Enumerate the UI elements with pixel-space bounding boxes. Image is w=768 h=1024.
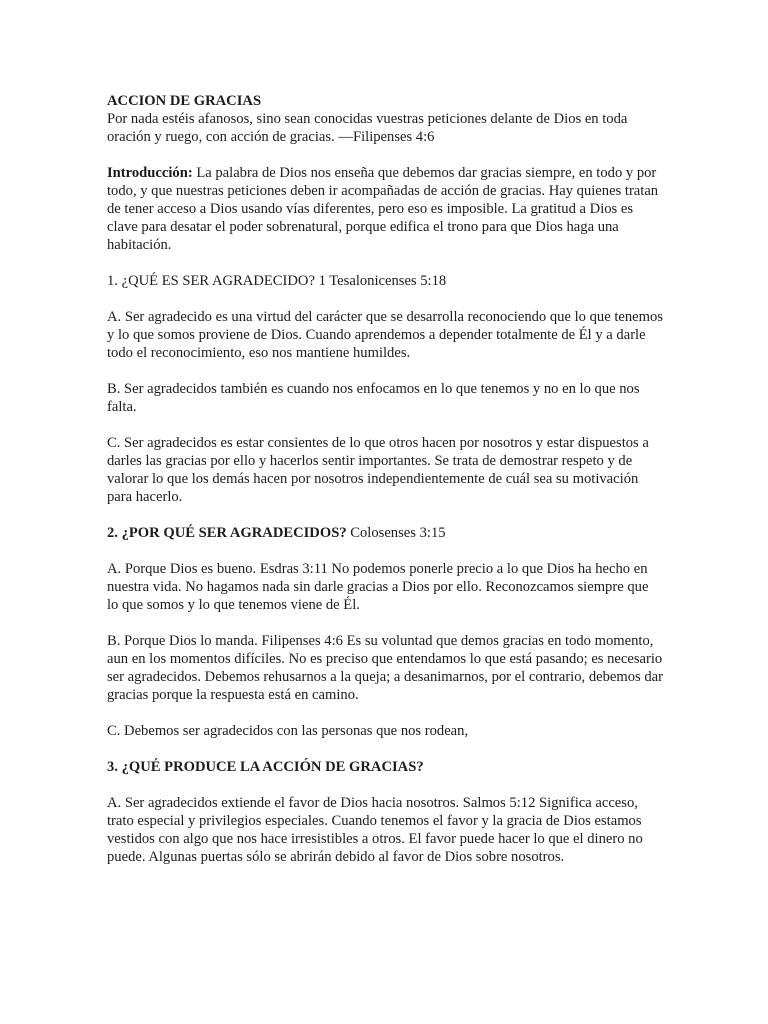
section-1-point-a: A. Ser agradecido es una virtud del carácter que se desarrolla reconociendo que lo que tenemos y lo que somos proviene de Dios. Cuando aprendemos a depender totalmente de Él y a darle todo el reconocimiento, eso nos mantiene humildes. [107,309,663,361]
section-2-point-c: C. Debemos ser agradecidos con las personas que nos rodean, [107,723,469,739]
document-page [107,92,663,884]
section-1-point-c: C. Ser agradecidos es estar consientes de lo que otros hacen por nosotros y estar dispuestos a darles las gracias por ello y hacerlos sentir importantes. Se trata de demostrar respeto y de valorar lo que los demás hacen por nosotros independientemente de cuál sea su motivación para hacerlo. [107,435,649,505]
section-3-heading: 3. ¿QUÉ PRODUCE LA ACCIÓN DE GRACIAS? [107,759,424,775]
intro-label: Introducción: [107,165,193,181]
section-3-point-a: A. Ser agradecidos extiende el favor de Dios hacia nosotros. Salmos 5:12 Significa acceso, trato especial y privilegios especiales. Cuando tenemos el favor y la gracia de Dios estamos vestidos con algo que nos hace irresistibles a otros. El favor puede hacer lo que el dinero no puede. Algunas puertas sólo se abrirán debido al favor de Dios sobre nosotros. [107,795,643,865]
intro-paragraph [107,164,663,254]
intro-text: La palabra de Dios nos enseña que debemos dar gracias siempre, en todo y por todo, y que nuestras peticiones deben ir acompañadas de acción de gracias. Hay quienes tratan de tener acceso a Dios usando vías diferentes, pero eso es imposible. La gratitud a Dios es clave para desatar el poder sobrenatural, porque edifica el trono para que Dios haga una habitación. [107,165,659,253]
section-2-heading-ref: Colosenses 3:15 [346,525,446,541]
epigraph: Por nada estéis afanosos, sino sean conocidas vuestras peticiones delante de Dios en toda oración y ruego, con acción de gracias. —Filipenses 4:6 [107,111,628,145]
title-block [107,92,663,146]
section-1-point-b: B. Ser agradecidos también es cuando nos enfocamos en lo que tenemos y no en lo que nos falta. [107,381,640,415]
section-1-heading: 1. ¿QUÉ ES SER AGRADECIDO? 1 Tesalonicenses 5:18 [107,273,447,289]
section-2-point-a: A. Porque Dios es bueno. Esdras 3:11 No podemos ponerle precio a lo que Dios ha hecho en nuestra vida. No hagamos nada sin darle gracias a Dios por ello. Reconozcamos siempre que lo que somos y lo que tenemos viene de Él. [107,561,649,613]
section-2-heading-title: 2. ¿POR QUÉ SER AGRADECIDOS? [107,525,347,541]
section-2-heading [107,524,663,542]
section-2-point-b: B. Porque Dios lo manda. Filipenses 4:6 Es su voluntad que demos gracias en todo momento, aun en los momentos difíciles. No es preciso que entendamos lo que está pasando; es necesario ser agradecidos. Debemos rehusarnos a la queja; a desanimarnos, por el contrario, debemos dar gracias porque la respuesta está en camino. [107,633,663,703]
document-title: ACCION DE GRACIAS [107,93,262,109]
